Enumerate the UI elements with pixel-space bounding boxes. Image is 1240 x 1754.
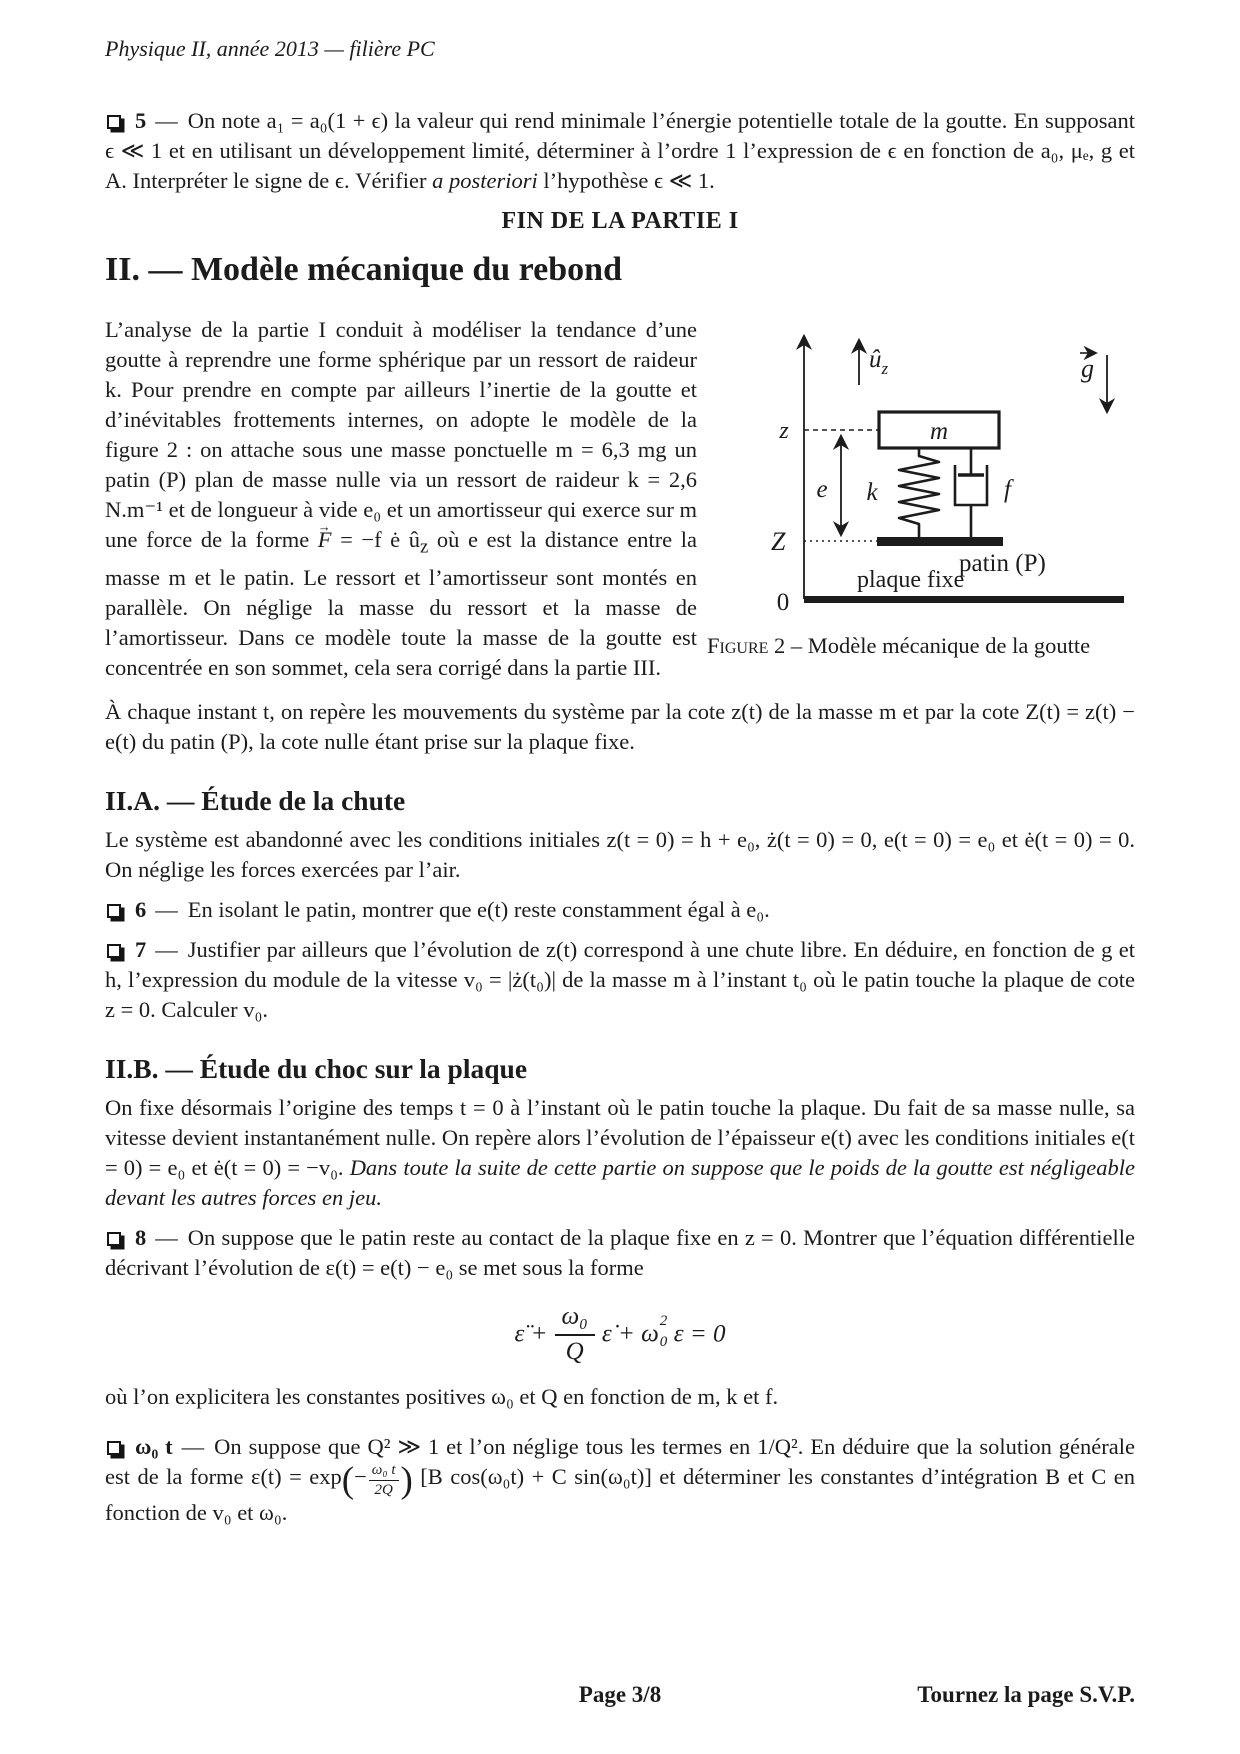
big-left-paren: ( bbox=[341, 1459, 355, 1501]
section-2b-title: II.B. — Étude du choc sur la plaque bbox=[105, 1052, 528, 1084]
section-2b-intro-text: On fixe désormais l’origine des temps t = 0 à l’instant où le patin touche la plaque. Du fait de sa masse nulle, sa vitesse devient instantanément nulle. On repère alors l’évolution de l’épaisseur e(t) avec les conditions initiales e(t = 0) = e₀ et ė(t = 0) = −v₀. bbox=[105, 1094, 1135, 1180]
big-right-paren: ) bbox=[400, 1459, 413, 1501]
section-2a-intro: Le système est abandonné avec les conditions initiales z(t = 0) = h + e₀, ż(t = 0) = 0, e(t = 0) = e₀ et ė(t = 0) = 0. On néglige les forces exercées par l’air. bbox=[105, 826, 1135, 882]
question-9-minus: − bbox=[354, 1463, 367, 1489]
Z-level-label: Z bbox=[771, 527, 786, 556]
exponent-fraction bbox=[369, 1462, 399, 1498]
equation-omega-subsup bbox=[659, 1312, 674, 1350]
spring-label: k bbox=[866, 479, 878, 506]
uz-label: $û_z$ bbox=[869, 346, 889, 378]
question-6-number: 6 bbox=[135, 896, 147, 922]
intro-formula: = −f ė û bbox=[331, 527, 420, 552]
after-equation-text: où l’on explicitera les constantes positives ω₀ et Q en fonction de m, k et f. bbox=[105, 1383, 779, 1409]
question-5-italic-phrase: a posteriori bbox=[432, 168, 538, 193]
question-5-number: 5 bbox=[135, 108, 147, 133]
equation-omega-index: 0 bbox=[659, 1333, 668, 1350]
figure-2 bbox=[707, 315, 1135, 660]
question-8-text: On suppose que le patin reste au contact de la plaque fixe en z = 0. Montrer que l’équation différentielle décrivant l’évolution de ε(t) = e(t) − e₀ se met sous la forme bbox=[105, 1224, 1135, 1280]
question-6 bbox=[105, 895, 1135, 925]
header-title: Physique II, année 2013 — filière PC bbox=[105, 36, 435, 61]
question-8 bbox=[105, 1223, 1135, 1283]
question-9-text-b: [B cos(ω₀t) + C sin(ω₀t)] et déterminer les constantes d’intégration B et C en fonction de v₀ et ω₀. bbox=[105, 1463, 1135, 1525]
equation-term-1: ε̈ + bbox=[514, 1320, 548, 1347]
intro-text-b: où e est la distance entre la masse m et le patin. Le ressort et l’amortisseur sont montés en parallèle. On néglige la masse du ressort et la masse de l’amortisseur. Dans ce modèle toute la masse de la goutte est concentrée en son sommet, cela sera corrigé dans la partie III. bbox=[105, 527, 697, 680]
question-marker-icon bbox=[107, 944, 121, 958]
figure-caption-label: Figure 2 bbox=[707, 633, 786, 658]
question-5 bbox=[105, 106, 1135, 196]
mass-label: m bbox=[929, 418, 949, 445]
question-6-text: En isolant le patin, montrer que e(t) reste constamment égal à e₀. bbox=[187, 896, 770, 922]
question-6-dash: — bbox=[155, 896, 178, 922]
patin-label: patin (P) bbox=[959, 550, 1046, 577]
question-9-text-a: On suppose que Q² ≫ 1 et l’on néglige tous les termes en 1/Q². En déduire que la solution générale est de la forme ε(t) = exp bbox=[105, 1433, 1135, 1489]
footer-turn-notice: Tournez la page S.V.P. bbox=[917, 1682, 1135, 1707]
axis-origin-label: 0 bbox=[776, 589, 790, 616]
equation-term-3: ε = 0 bbox=[673, 1320, 726, 1347]
equation-omega-exponent: 2 bbox=[659, 1312, 668, 1329]
question-8-number: 8 bbox=[135, 1224, 147, 1250]
section-2-intro-block bbox=[105, 315, 1135, 683]
question-9 bbox=[105, 1432, 1135, 1529]
question-marker-icon bbox=[107, 1441, 121, 1455]
question-7 bbox=[105, 935, 1135, 1025]
question-9-number: ω₀ t bbox=[135, 1433, 173, 1459]
footer-page-number: Page 3/8 bbox=[578, 1682, 662, 1707]
equation-term-2: ε̇ + ω bbox=[601, 1320, 659, 1347]
question-5-dash: — bbox=[155, 108, 178, 133]
question-7-number: 7 bbox=[135, 936, 147, 962]
section-2b-intro-italic: Dans toute la suite de cette partie on suppose que le poids de la goutte est négligeable devant les autres forces en jeu. bbox=[105, 1154, 1135, 1210]
question-marker-icon bbox=[107, 1232, 121, 1246]
exponent-fraction-numerator: ω₀ t bbox=[369, 1462, 399, 1481]
e-distance-label: e bbox=[816, 476, 828, 503]
exponent-fraction-denominator: 2Q bbox=[374, 1481, 393, 1498]
intro-text-a: L’analyse de la partie I conduit à modéliser la tendance d’une goutte à reprendre une forme sphérique par un ressort de raideur k. Pour prendre en compte par ailleurs l’inertie de la goutte et d’inévitables frottements internes, on adopte le modèle de la figure 2 : on attache sous une masse ponctuelle m = 6,3 mg un patin (P) plan de masse nulle via un ressort de raideur k = 2,6 N.m⁻¹ et de longueur à vide e₀ et un amortisseur qui exerce sur m une force de la forme bbox=[105, 317, 697, 552]
equation-fraction bbox=[555, 1303, 595, 1366]
page-footer bbox=[105, 1682, 1135, 1712]
equation-fraction-numerator: ω₀ bbox=[555, 1303, 595, 1336]
question-5-text-end: l’hypothèse ϵ ≪ 1. bbox=[537, 168, 715, 193]
plaque-line bbox=[804, 596, 1124, 603]
question-7-dash: — bbox=[155, 936, 178, 962]
intro-formula-sub: z bbox=[419, 536, 429, 558]
plaque-label: plaque fixe bbox=[857, 567, 965, 593]
cote-paragraph: À chaque instant t, on repère les mouvements du système par la cote z(t) de la masse m et par la cote Z(t) = z(t) − e(t) du patin (P), la cote nulle étant prise sur la plaque fixe. bbox=[105, 698, 1135, 754]
spring bbox=[899, 448, 939, 537]
equation-fraction-denominator: Q bbox=[565, 1337, 584, 1365]
figure-2-caption bbox=[707, 631, 1135, 660]
section-2b-intro bbox=[105, 1093, 1135, 1213]
z-level-label: z bbox=[779, 418, 789, 444]
question-8-dash: — bbox=[155, 1224, 178, 1250]
damper-label: f bbox=[1004, 476, 1011, 503]
question-9-dash: — bbox=[181, 1433, 205, 1459]
figure-caption-text: – Modèle mécanique de la goutte bbox=[785, 633, 1091, 658]
patin-bar bbox=[877, 537, 1003, 546]
gravity-label: g bbox=[1081, 354, 1094, 383]
fin-partie-heading: FIN DE LA PARTIE I bbox=[501, 208, 739, 234]
question-7-text: Justifier par ailleurs que l’évolution de z(t) correspond à une chute libre. En déduire, en fonction de g et h, l’expression du module de la vitesse v₀ = |ż(t₀)| de la masse m à l’instant t₀ où le patin touche la plaque de cote z = 0. Calculer v₀. bbox=[105, 936, 1135, 1022]
section-2-title: II. — Modèle mécanique du rebond bbox=[105, 251, 622, 288]
force-vector-symbol: F → bbox=[318, 525, 332, 555]
page-header bbox=[105, 36, 1135, 62]
differential-equation bbox=[105, 1303, 1135, 1366]
question-5-text: On note a₁ = a₀(1 + ϵ) la valeur qui rend minimale l’énergie potentielle totale de la goutte. En supposant ϵ ≪ 1 et en utilisant un développement limité, déterminer à l’ordre 1 l’expression de ϵ en fonction de a₀, μₑ, g et A. Interpréter le signe de ϵ. Vérifier bbox=[105, 108, 1135, 193]
question-marker-icon bbox=[107, 115, 121, 129]
figure-2-diagram bbox=[707, 315, 1135, 627]
section-2a-title: II.A. — Étude de la chute bbox=[105, 784, 406, 816]
question-marker-icon bbox=[107, 904, 121, 918]
